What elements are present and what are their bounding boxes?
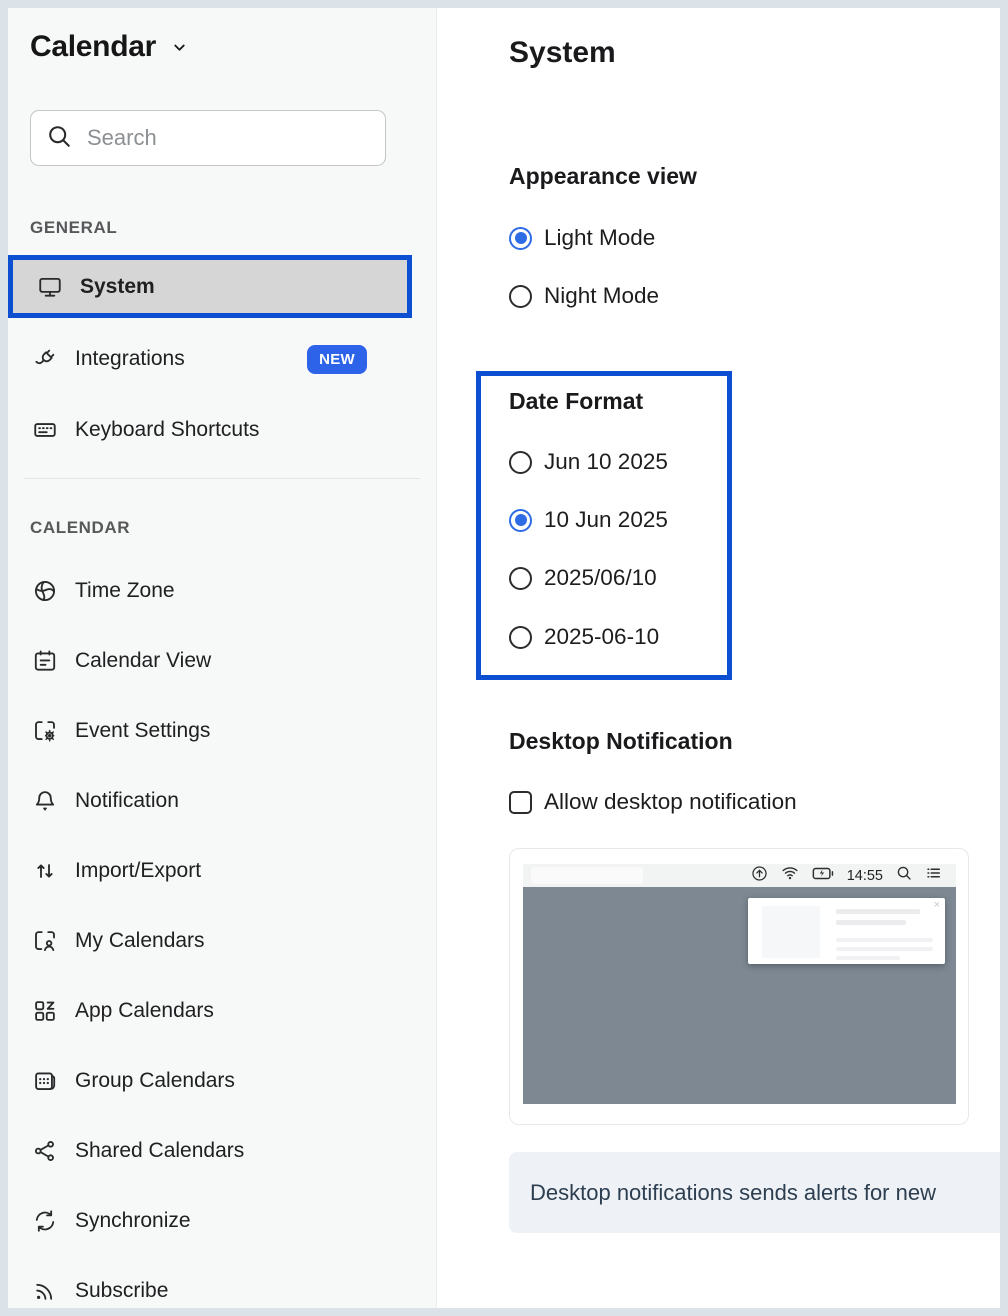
search-icon: [46, 123, 72, 154]
radio-label: Night Mode: [544, 283, 660, 308]
radio-date-dmy[interactable]: [509, 509, 532, 532]
spotlight-search-icon: [896, 865, 912, 886]
sidebar-item-notification[interactable]: [8, 777, 412, 825]
radio-option-date-dash[interactable]: [509, 622, 659, 652]
radio-label: Jun 10 2025: [544, 449, 668, 474]
arrow-up-circle-icon: [751, 865, 768, 887]
settings-sidebar: [8, 8, 437, 1308]
sidebar-item-group-calendars[interactable]: [8, 1057, 412, 1105]
skeleton-line: [836, 920, 906, 925]
notification-preview-card: [509, 848, 969, 1125]
mac-menubar: [523, 864, 956, 887]
notification-popup-thumbnail: [762, 906, 820, 958]
sidebar-item-subscribe[interactable]: [8, 1267, 412, 1315]
radio-option-date-dmy[interactable]: [509, 505, 668, 535]
radio-date-mdy[interactable]: [509, 451, 532, 474]
radio-label: 10 Jun 2025: [544, 507, 668, 532]
skeleton-line: [836, 956, 900, 960]
calendar-grid-icon: [32, 1068, 58, 1094]
monitor-icon: [37, 274, 63, 300]
plug-icon: [32, 346, 58, 372]
radio-option-date-mdy[interactable]: [509, 447, 668, 477]
sidebar-item-label: Event Settings: [75, 719, 211, 742]
battery-icon: [812, 866, 834, 886]
calendar-view-icon: [32, 648, 58, 674]
sidebar-divider: [24, 478, 420, 479]
sync-icon: [32, 1208, 58, 1234]
list-icon: [925, 865, 942, 886]
radio-option-date-slash[interactable]: [509, 563, 657, 593]
globe-icon: [32, 578, 58, 604]
sidebar-item-label: Integrations: [75, 347, 185, 370]
sidebar-item-label: Time Zone: [75, 579, 175, 602]
date-format-heading: Date Format: [509, 388, 644, 414]
radio-light-mode[interactable]: [509, 227, 532, 250]
page-title: System: [509, 36, 616, 69]
desktop-notification-heading: Desktop Notification: [509, 728, 733, 754]
radio-label: 2025/06/10: [544, 565, 657, 590]
sidebar-item-keyboard-shortcuts[interactable]: [8, 406, 412, 454]
desktop-preview-area: [523, 887, 956, 1104]
radio-label: 2025-06-10: [544, 624, 660, 649]
radio-option-night-mode[interactable]: [509, 281, 659, 311]
sidebar-item-import-export[interactable]: [8, 847, 412, 895]
desktop-notification-info-box: [509, 1152, 1000, 1233]
sidebar-item-label: Shared Calendars: [75, 1139, 245, 1162]
section-label-general: GENERAL: [30, 218, 118, 237]
sidebar-item-synchronize[interactable]: [8, 1197, 412, 1245]
radio-option-light-mode[interactable]: [509, 223, 655, 253]
radio-date-dash[interactable]: [509, 626, 532, 649]
close-icon: ×: [933, 899, 940, 911]
search-box[interactable]: [30, 110, 386, 166]
notification-popup-preview: [748, 898, 945, 964]
chevron-down-icon: [171, 39, 188, 56]
checkbox-label: Allow desktop notification: [544, 789, 797, 814]
sidebar-item-shared-calendars[interactable]: [8, 1127, 412, 1175]
wifi-icon: [781, 865, 799, 886]
sidebar-item-label: Group Calendars: [75, 1069, 235, 1092]
sidebar-item-label: Notification: [75, 789, 179, 812]
search-input[interactable]: [85, 124, 370, 152]
skeleton-line: [836, 947, 933, 951]
sidebar-item-integrations[interactable]: [8, 335, 412, 383]
section-label-calendar: CALENDAR: [30, 518, 131, 537]
menubar-window-blur: [531, 867, 643, 884]
app-grid-icon: [32, 998, 58, 1024]
settings-window: [8, 8, 1000, 1308]
appearance-heading: Appearance view: [509, 163, 697, 189]
skeleton-line: [836, 909, 920, 914]
sidebar-item-label: Keyboard Shortcuts: [75, 418, 260, 441]
rss-icon: [32, 1278, 58, 1304]
sidebar-item-label: Subscribe: [75, 1279, 169, 1302]
sidebar-item-event-settings[interactable]: [8, 707, 412, 755]
radio-date-slash[interactable]: [509, 567, 532, 590]
allow-desktop-notification-option[interactable]: [509, 787, 797, 817]
calendar-gear-icon: [32, 718, 58, 744]
sidebar-item-label: App Calendars: [75, 999, 214, 1022]
sidebar-item-calendar-view[interactable]: [8, 637, 412, 685]
sidebar-item-label: System: [80, 274, 155, 298]
keyboard-icon: [32, 417, 58, 443]
notification-preview-screenshot: [523, 864, 956, 1104]
arrows-up-down-icon: [32, 858, 58, 884]
share-nodes-icon: [32, 1138, 58, 1164]
allow-desktop-notification-checkbox[interactable]: [509, 791, 532, 814]
menubar-clock: 14:55: [846, 867, 883, 884]
sidebar-item-label: Synchronize: [75, 1209, 191, 1232]
info-text: Desktop notifications sends alerts for new: [530, 1179, 936, 1205]
app-title: Calendar: [30, 30, 156, 63]
date-format-highlight-box: [476, 371, 732, 680]
sidebar-item-label: My Calendars: [75, 929, 205, 952]
radio-night-mode[interactable]: [509, 285, 532, 308]
skeleton-line: [836, 938, 933, 942]
calendar-user-icon: [32, 928, 58, 954]
sidebar-item-system[interactable]: [8, 255, 412, 318]
sidebar-item-my-calendars[interactable]: [8, 917, 412, 965]
sidebar-item-time-zone[interactable]: [8, 567, 412, 615]
sidebar-item-app-calendars[interactable]: [8, 987, 412, 1035]
sidebar-item-label: Import/Export: [75, 859, 202, 882]
main-panel: [437, 8, 1000, 1308]
bell-icon: [32, 788, 58, 814]
new-badge: NEW: [307, 345, 367, 374]
radio-label: Light Mode: [544, 225, 656, 250]
app-title-menu[interactable]: [30, 30, 188, 64]
sidebar-item-label: Calendar View: [75, 649, 212, 672]
